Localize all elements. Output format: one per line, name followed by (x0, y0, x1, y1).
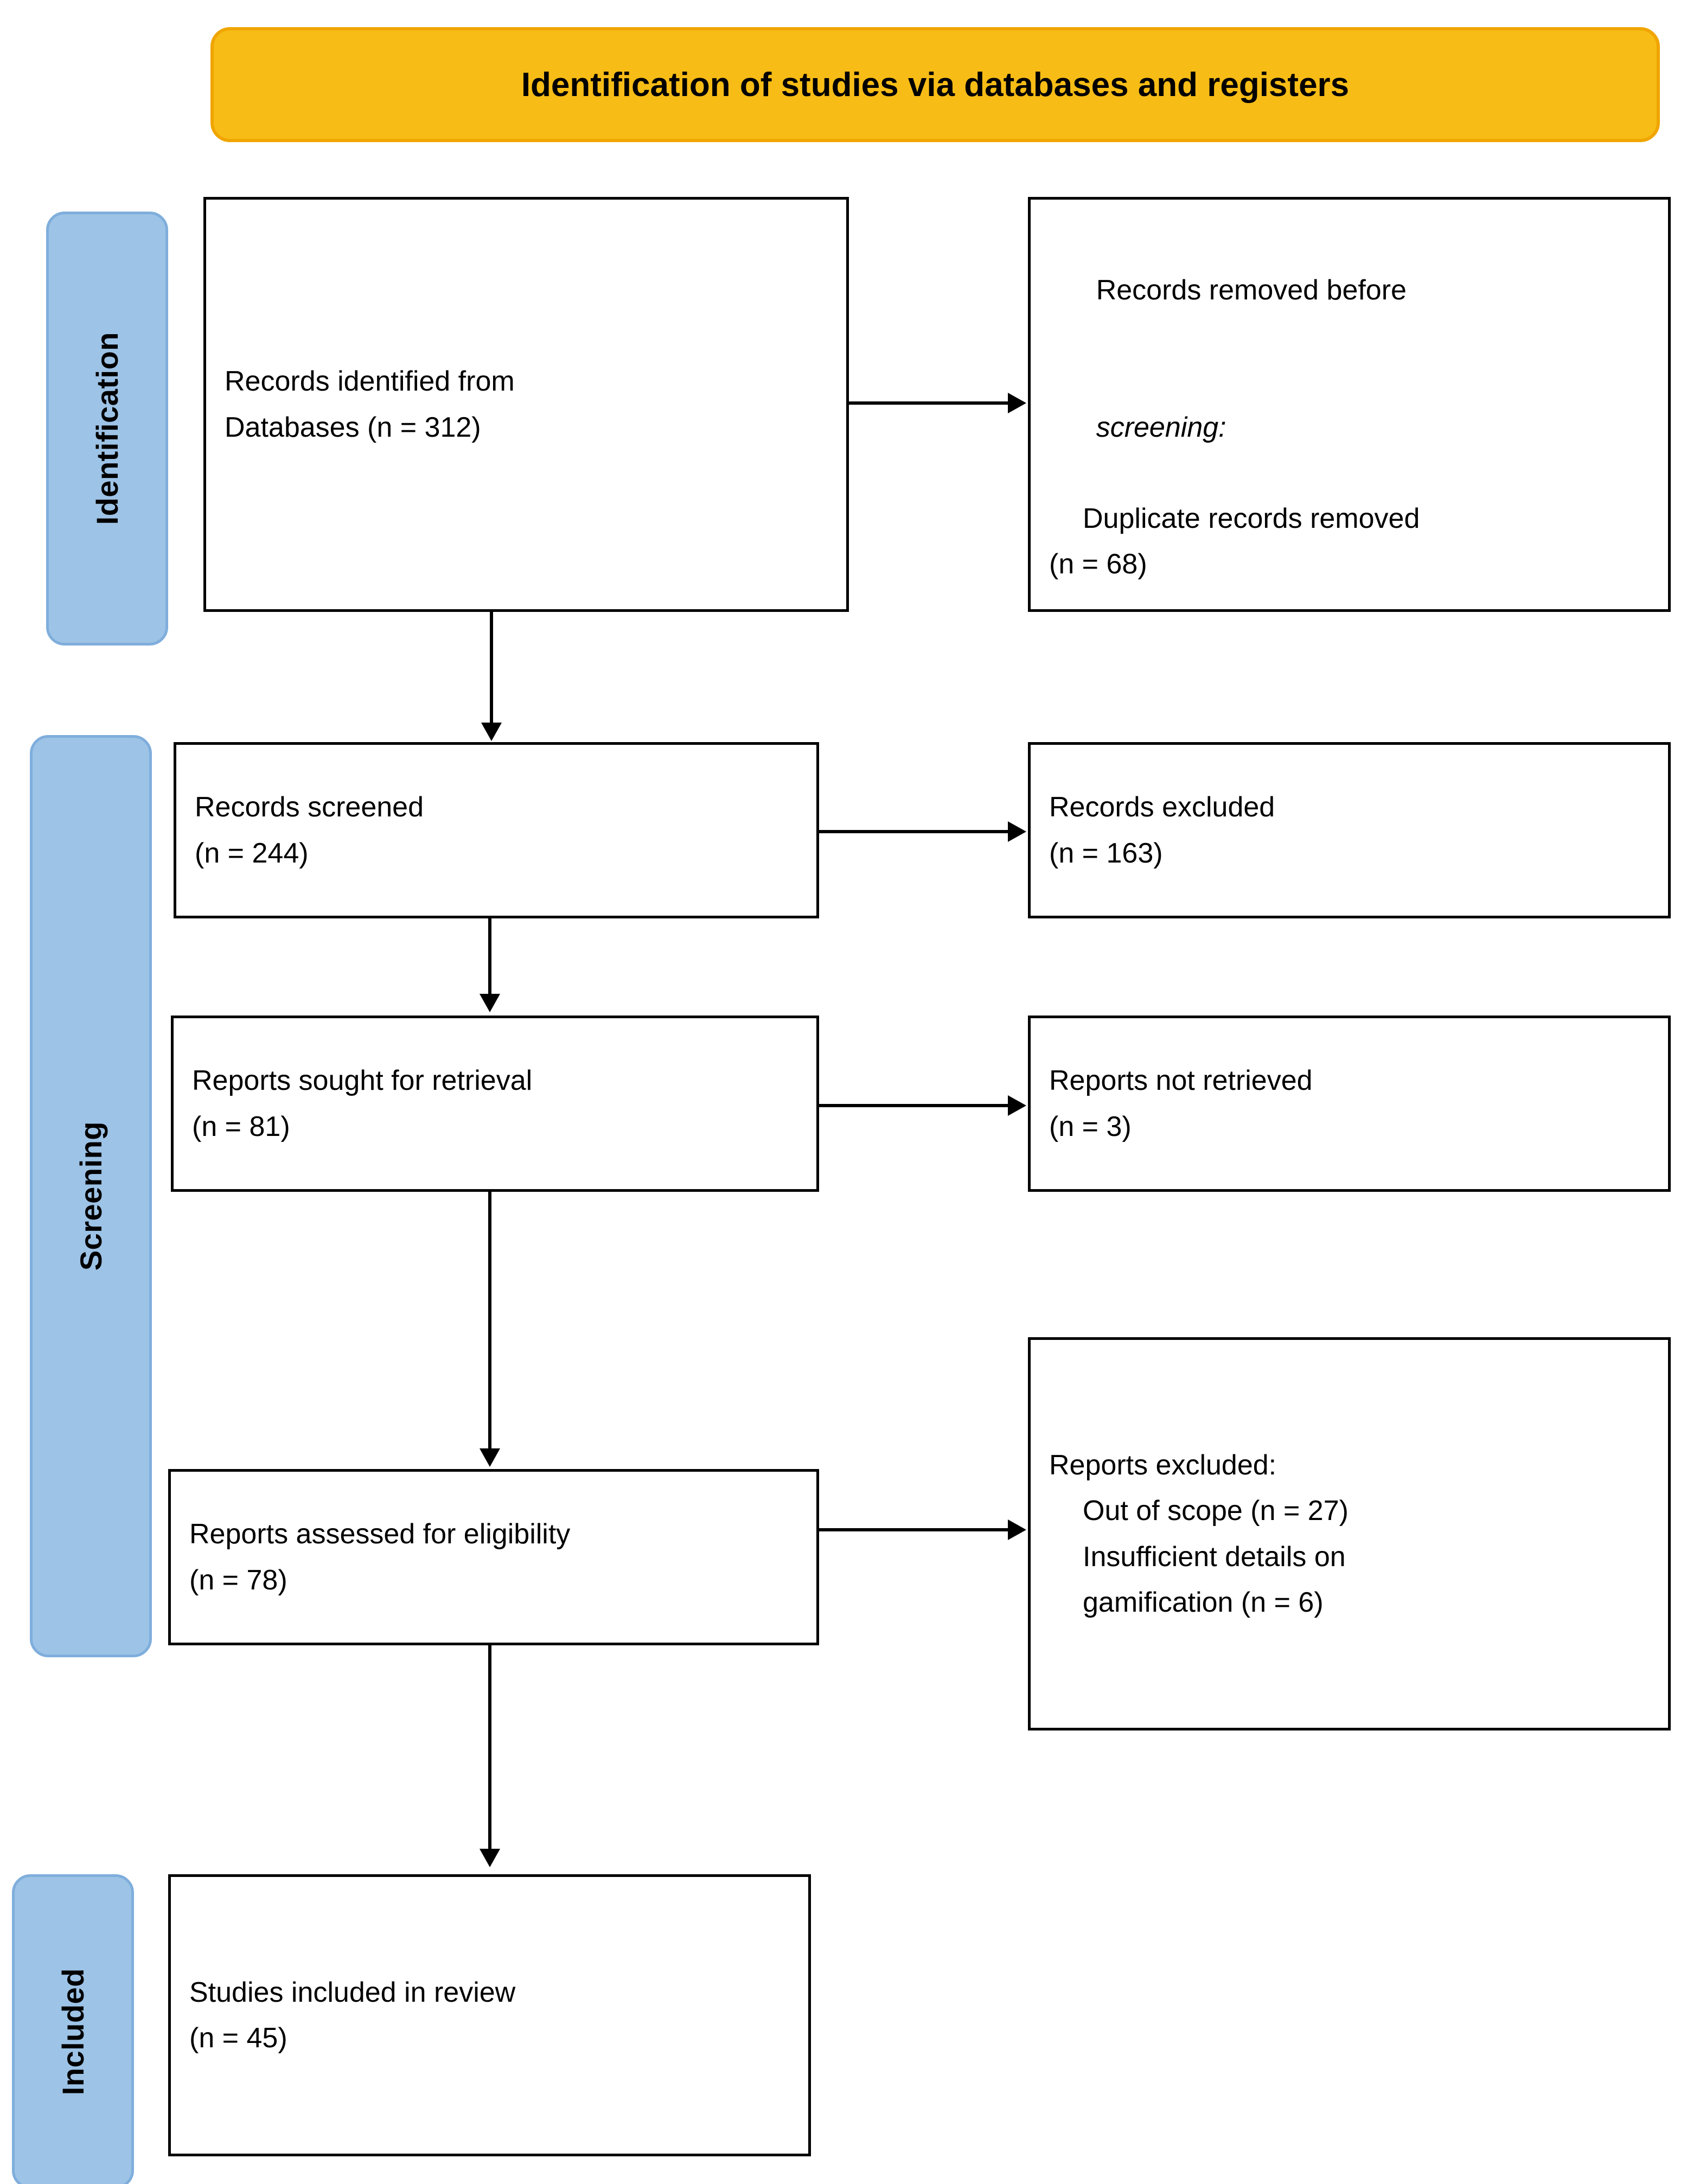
box-records-excluded (1028, 742, 1671, 918)
box-records-identified-line-1: Records identified from (225, 366, 515, 398)
phase-identification (46, 212, 168, 646)
arrowhead-assessed-to-included (480, 1849, 500, 1867)
phase-screening-label: Screening (74, 1121, 108, 1271)
arrowhead-sought-to-not-retrieved (1008, 1095, 1026, 1116)
box-reports-sought-line-2: (n = 81) (192, 1110, 290, 1142)
box-records-removed-line-3: Duplicate records removed (1083, 502, 1420, 534)
box-reports-excluded-line-3: Insufficient details on (1083, 1541, 1346, 1573)
box-reports-assessed-line-1: Reports assessed for eligibility (189, 1518, 571, 1550)
box-records-removed-line-1 (1049, 222, 1650, 359)
box-reports-assessed-line-2: (n = 78) (189, 1564, 287, 1596)
box-reports-not-retrieved-line-1: Reports not retrieved (1049, 1065, 1313, 1097)
box-records-screened-line-2: (n = 244) (195, 837, 309, 869)
box-reports-excluded-reasons (1028, 1337, 1671, 1730)
box-records-identified (203, 197, 849, 612)
box-records-removed-text-1: Records removed before (1096, 274, 1407, 306)
arrowhead-sought-to-assessed (480, 1448, 500, 1467)
box-studies-included-line-1: Studies included in review (189, 1976, 516, 2008)
box-records-excluded-line-1: Records excluded (1049, 791, 1275, 823)
connector-sought-to-assessed (488, 1192, 491, 1452)
phase-identification-label: Identification (90, 332, 124, 525)
arrowhead-identified-to-removed (1008, 393, 1026, 413)
box-reports-excluded-line-2: Out of scope (n = 27) (1083, 1495, 1349, 1527)
connector-identified-to-screened (490, 612, 493, 726)
box-reports-sought (171, 1016, 819, 1192)
box-reports-excluded-line-1: Reports excluded: (1049, 1449, 1277, 1481)
phase-included (12, 1874, 134, 2184)
connector-assessed-to-included (488, 1645, 491, 1851)
diagram-banner (210, 27, 1660, 142)
connector-assessed-to-excluded (819, 1528, 1009, 1531)
box-records-removed-text-2: screening: (1096, 411, 1226, 443)
box-records-removed-line-4: (n = 68) (1049, 548, 1147, 580)
arrowhead-screened-to-sought (480, 994, 500, 1012)
connector-screened-to-sought (488, 918, 491, 997)
box-records-screened-line-1: Records screened (195, 791, 424, 823)
box-records-removed-line-2 (1049, 359, 1650, 496)
box-records-identified-line-2: Databases (n = 312) (225, 411, 481, 443)
box-records-removed-before-screening (1028, 197, 1671, 612)
box-studies-included-line-2: (n = 45) (189, 2022, 287, 2054)
connector-screened-to-excluded (819, 830, 1009, 833)
connector-identified-to-removed (849, 401, 1009, 405)
banner-title: Identification of studies via databases and registers (521, 66, 1350, 104)
box-reports-sought-line-1: Reports sought for retrieval (192, 1065, 533, 1097)
phase-included-label: Included (56, 1968, 90, 2096)
connector-sought-to-not-retrieved (819, 1104, 1009, 1107)
phase-screening (30, 735, 152, 1657)
arrowhead-assessed-to-excluded (1008, 1519, 1026, 1540)
box-reports-excluded-line-4: gamification (n = 6) (1083, 1586, 1324, 1618)
box-records-screened (174, 742, 819, 918)
box-reports-assessed (168, 1469, 819, 1645)
box-records-excluded-line-2: (n = 163) (1049, 837, 1163, 869)
arrowhead-identified-to-screened (481, 723, 502, 741)
box-studies-included (168, 1874, 811, 2156)
arrowhead-screened-to-excluded (1008, 821, 1026, 842)
box-reports-not-retrieved (1028, 1016, 1671, 1192)
box-reports-not-retrieved-line-2: (n = 3) (1049, 1110, 1132, 1142)
